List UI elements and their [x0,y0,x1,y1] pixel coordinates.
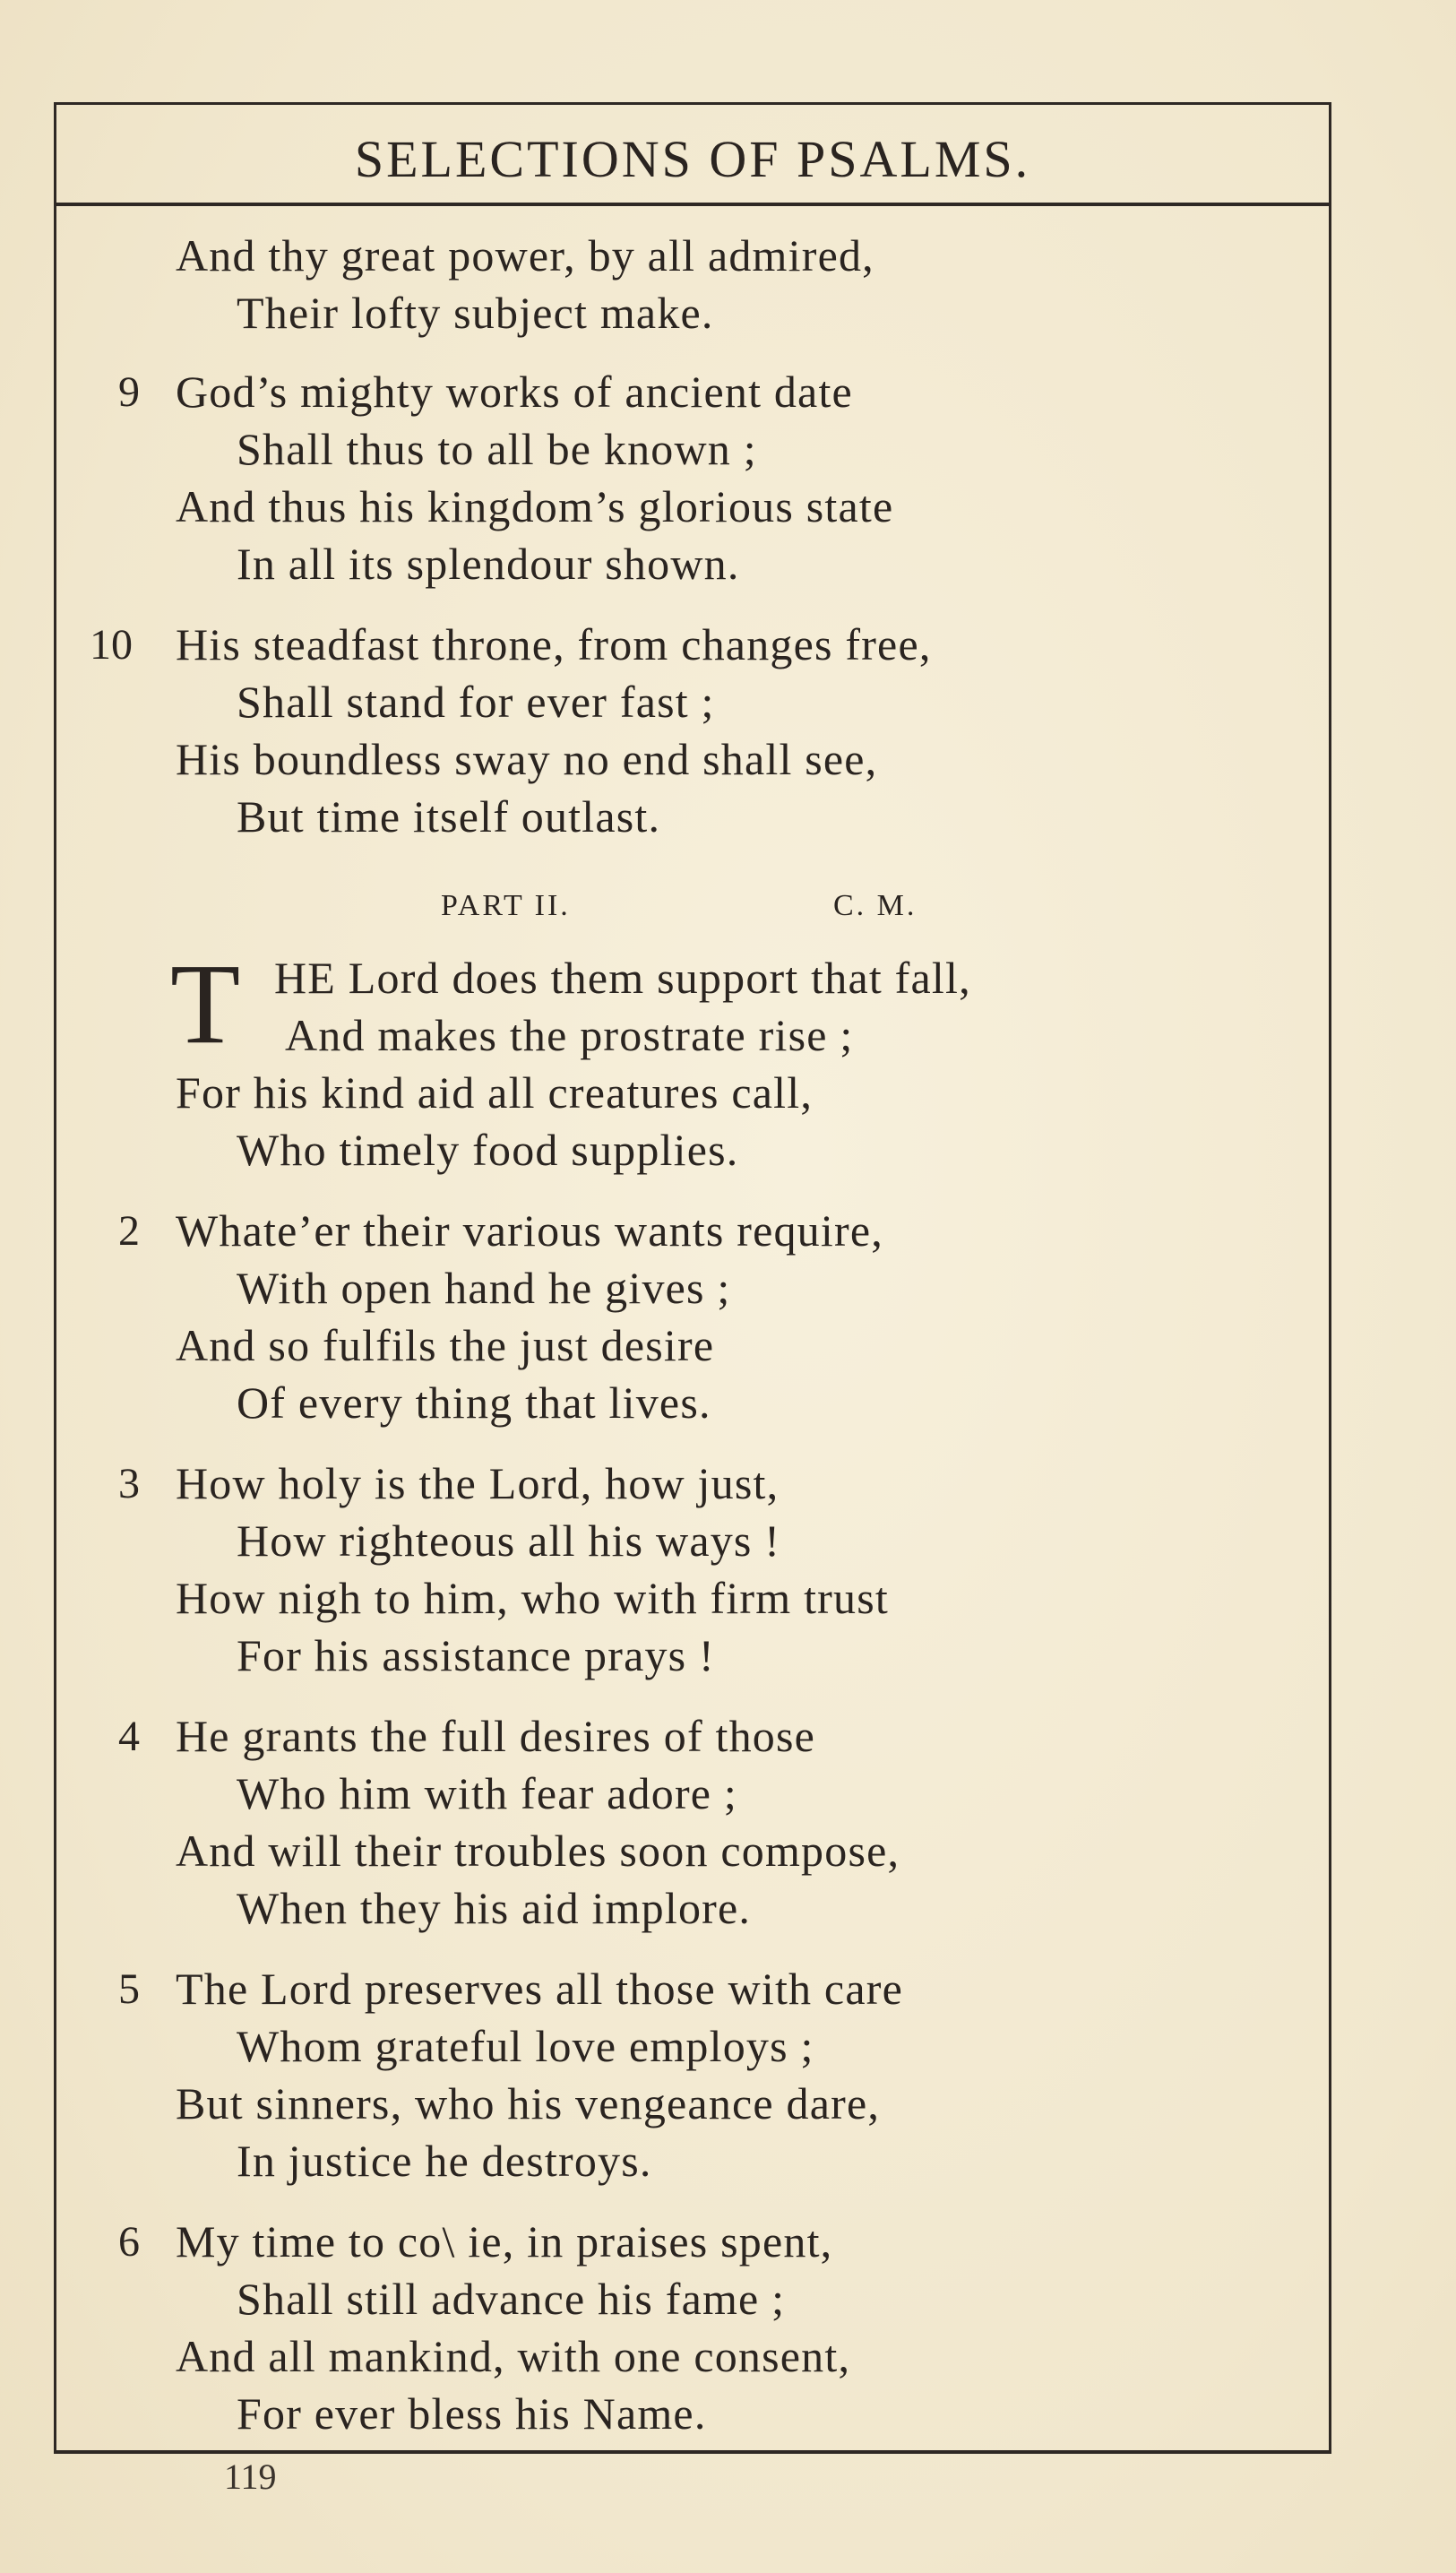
verse-line: His steadfast throne, from changes free, [176,619,932,669]
verse-number: 5 [118,1965,140,2013]
verse-line: The Lord preserves all those with care [176,1964,903,2014]
verse-line: Shall thus to all be known ; [237,424,757,474]
verse-line: In justice he destroys. [237,2136,652,2186]
verse-number: 10 [90,621,133,669]
verse-line: Shall still advance his fame ; [237,2274,786,2324]
verse-line: But sinners, who his vengeance dare, [176,2078,881,2128]
verse-line: Shall stand for ever fast ; [237,677,715,727]
verse-line: And all mankind, with one consent, [176,2331,851,2381]
verse-line: Whom grateful love employs ; [237,2021,814,2071]
verse-line: Whate’er their various wants require, [176,1205,883,1256]
page-title: SELECTIONS OF PSALMS. [354,130,1031,188]
verse-line: How holy is the Lord, how just, [176,1458,780,1508]
verse-line: And thy great power, by all admired, [176,230,874,281]
verse-line: Who timely food supplies. [237,1125,739,1175]
verse-line: And will their troubles soon compose, [176,1826,900,1876]
verse-line: My time to co\ ie, in praises spent, [176,2216,833,2266]
verse-line: Their lofty subject make. [237,288,714,338]
verse-line: HE Lord does them support that fall, [274,953,971,1003]
verse-line: When they his aid implore. [237,1883,752,1933]
verse-line: God’s mighty works of ancient date [176,367,853,417]
verse-line: Who him with fear adore ; [237,1768,737,1818]
verse-line: For ever bless his Name. [237,2388,707,2439]
verse-line: His boundless sway no end shall see, [176,734,878,784]
verse-line: And thus his kingdom’s glorious state [176,481,894,531]
verse-number: 4 [118,1713,140,1760]
verse-line: And so fulfils the just desire [176,1320,715,1370]
verse-line: For his kind aid all creatures call, [176,1067,814,1118]
verse-line: How nigh to him, who with firm trust [176,1573,889,1623]
drop-cap: T [170,940,241,1067]
page-number: 119 [224,2456,277,2497]
verse-line: In all its splendour shown. [237,539,740,589]
verse-line: With open hand he gives ; [237,1263,731,1313]
verse-line: He grants the full desires of those [176,1711,816,1761]
psalm-text [54,215,1331,2447]
verse-number: 2 [118,1207,140,1255]
verse-line: Of every thing that lives. [237,1377,711,1428]
footer-rule [54,2450,1331,2454]
verse-number: 9 [118,368,140,416]
verse-line: And makes the prostrate rise ; [285,1010,854,1060]
verse-line: How righteous all his ways ! [237,1515,781,1566]
verse-number: 3 [118,1460,140,1507]
verse-number: 6 [118,2218,140,2266]
page-header [54,102,1331,204]
verse-line: For his assistance prays ! [237,1630,715,1680]
meter-label: C. M. [833,889,918,922]
part-label: PART II. [441,889,571,922]
header-rule [54,203,1331,206]
verse-line: But time itself outlast. [237,791,661,842]
